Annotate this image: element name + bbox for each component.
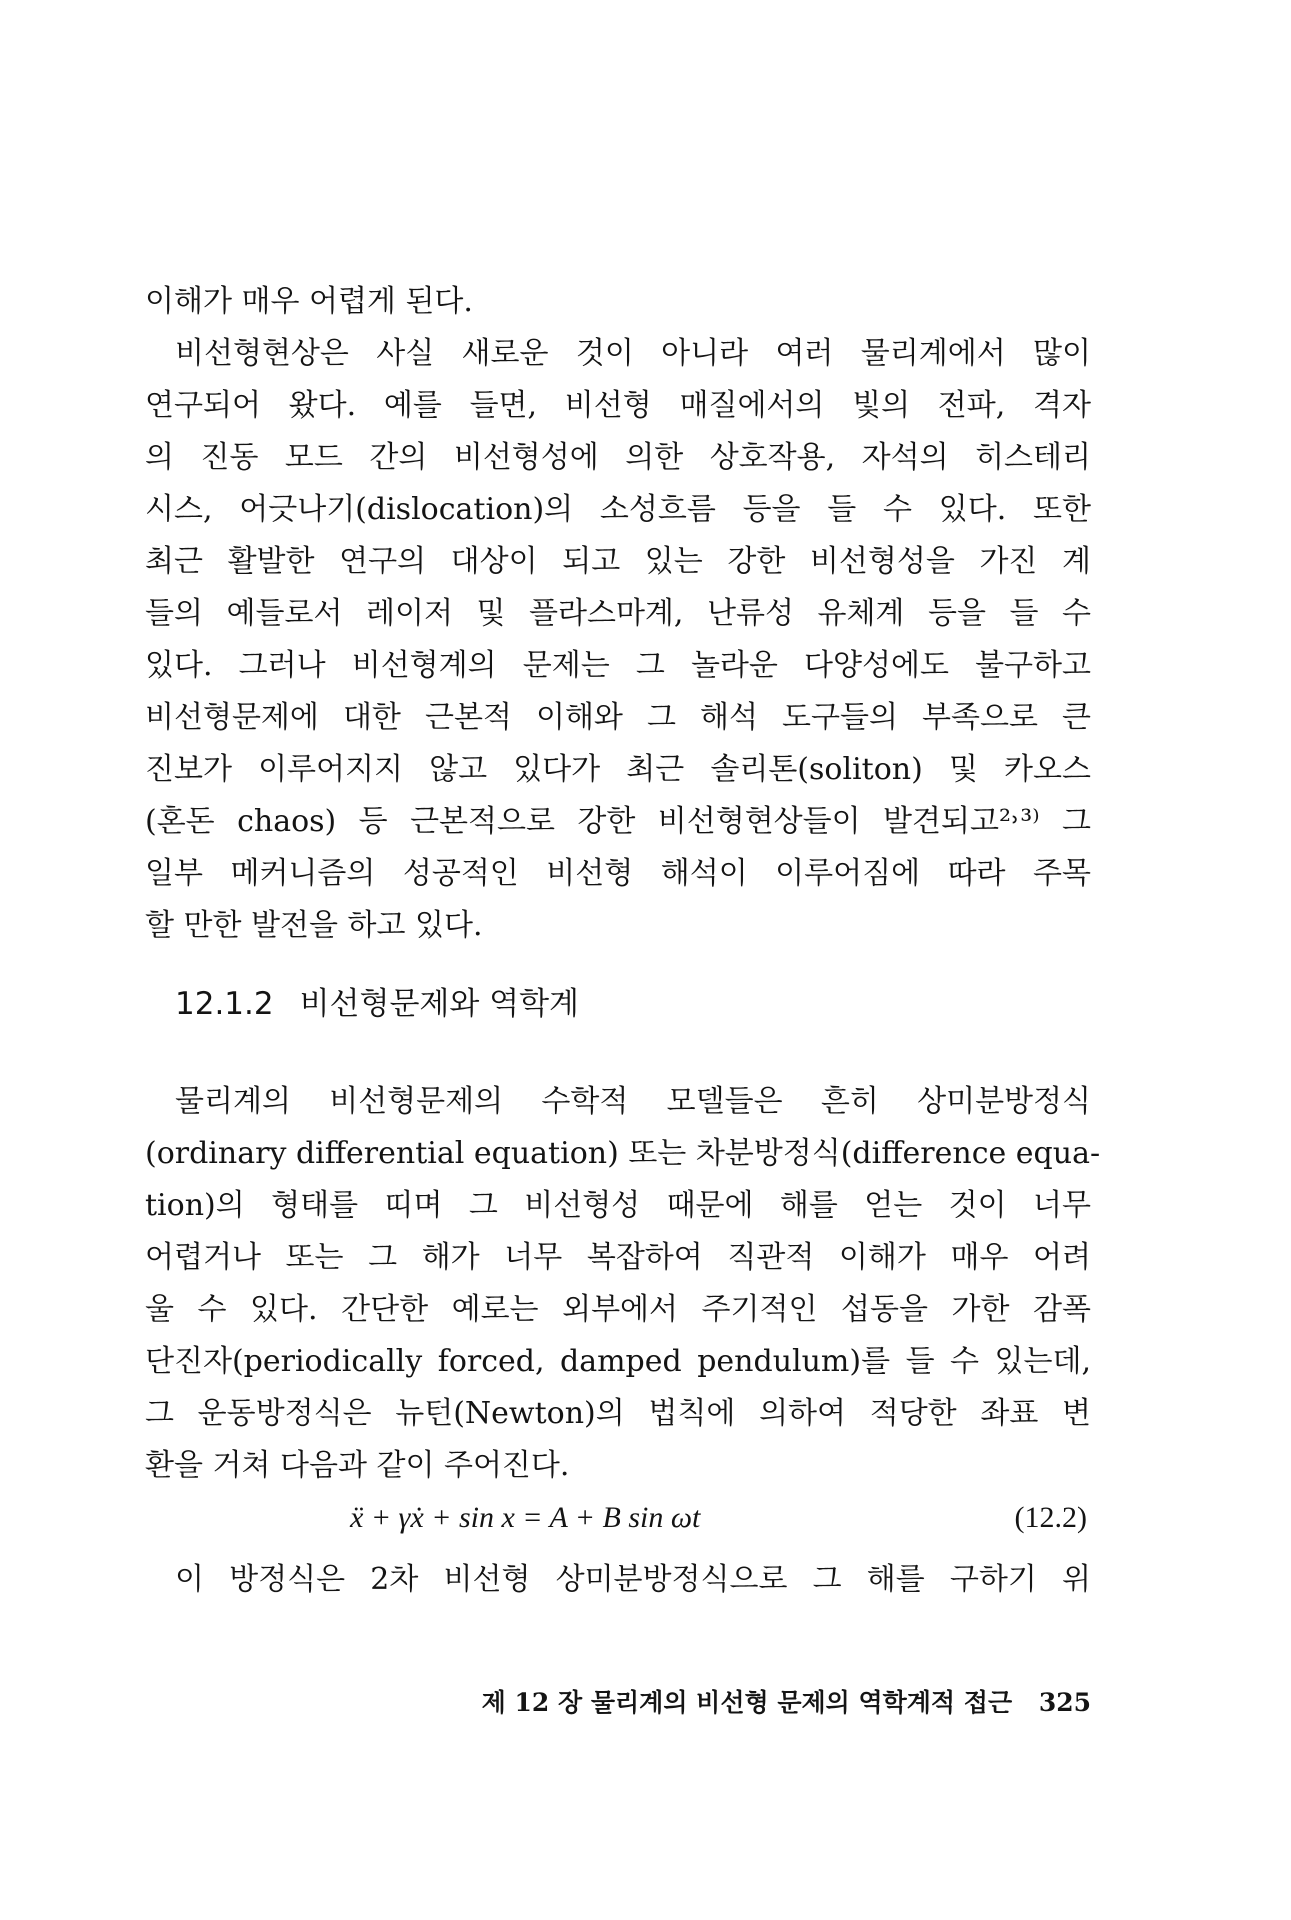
equation-expression: ẍ + γẋ + sin x = A + B sin ωt bbox=[350, 1501, 701, 1534]
paragraph-mathematical-models bbox=[145, 1076, 1101, 1492]
text-line: 이 방정식은 2차 비선형 상미분방정식으로 그 해를 구하기 위 bbox=[175, 1562, 1091, 1597]
text-line: 울 수 있다. 간단한 예로는 외부에서 주기적인 섭동을 가한 감폭 bbox=[145, 1292, 1091, 1327]
text-line: 시스, 어긋나기(dislocation)의 소성흐름 등을 들 수 있다. 또한 bbox=[145, 492, 1091, 527]
equation-block bbox=[145, 1492, 1091, 1544]
page-footer bbox=[145, 1683, 1091, 1723]
text-line: (혼돈 chaos) 등 근본적으로 강한 비선형현상들이 발견되고²˒³⁾ 그 bbox=[145, 804, 1091, 839]
text-line: 의 진동 모드 간의 비선형성에 의한 상호작용, 자석의 히스테리 bbox=[145, 440, 1091, 475]
section-heading bbox=[175, 978, 579, 1030]
paragraph-equation-solution bbox=[145, 1554, 1091, 1606]
text-line: 최근 활발한 연구의 대상이 되고 있는 강한 비선형성을 가진 계 bbox=[145, 544, 1091, 579]
section-title: 비선형문제와 역학계 bbox=[299, 986, 579, 1022]
text-line: 그 운동방정식은 뉴턴(Newton)의 법칙에 의하여 적당한 좌표 변 bbox=[145, 1396, 1091, 1431]
page-number: 325 bbox=[1038, 1688, 1091, 1717]
text-line: 진보가 이루어지지 않고 있다가 최근 솔리톤(soliton) 및 카오스 bbox=[145, 752, 1091, 787]
running-title: 제 12 장 물리계의 비선형 문제의 역학계적 접근 bbox=[481, 1688, 1013, 1717]
text-line: 단진자(periodically forced, damped pendulum)를 들 수 있는데, bbox=[145, 1344, 1091, 1379]
text-line: 일부 메커니즘의 성공적인 비선형 해석이 이루어짐에 따라 주목 bbox=[145, 856, 1091, 891]
equation-number: (12.2) bbox=[1014, 1501, 1087, 1534]
text-line: 어렵거나 또는 그 해가 너무 복잡하여 직관적 이해가 매우 어려 bbox=[145, 1240, 1091, 1275]
text-line: 있다. 그러나 비선형계의 문제는 그 놀라운 다양성에도 불구하고 bbox=[145, 648, 1091, 683]
text-line: 들의 예들로서 레이저 및 플라스마계, 난류성 유체계 등을 들 수 bbox=[145, 596, 1091, 631]
paragraph-nonlinear-phenomena bbox=[145, 276, 1091, 952]
text-line: 환을 거쳐 다음과 같이 주어진다. bbox=[145, 1448, 570, 1483]
text-line: 연구되어 왔다. 예를 들면, 비선형 매질에서의 빛의 전파, 격자 bbox=[145, 388, 1091, 423]
text-line: 비선형현상은 사실 새로운 것이 아니라 여러 물리계에서 많이 bbox=[175, 336, 1091, 371]
section-number: 12.1.2 bbox=[175, 986, 274, 1022]
text-line: 이해가 매우 어렵게 된다. bbox=[145, 284, 473, 319]
text-line: 할 만한 발전을 하고 있다. bbox=[145, 908, 483, 943]
text-line: 비선형문제에 대한 근본적 이해와 그 해석 도구들의 부족으로 큰 bbox=[145, 700, 1091, 735]
text-line: (ordinary differential equation) 또는 차분방정식(difference equa- bbox=[145, 1136, 1101, 1171]
text-line: 물리계의 비선형문제의 수학적 모델들은 흔히 상미분방정식 bbox=[175, 1084, 1091, 1119]
text-line: tion)의 형태를 띠며 그 비선형성 때문에 해를 얻는 것이 너무 bbox=[145, 1188, 1091, 1223]
